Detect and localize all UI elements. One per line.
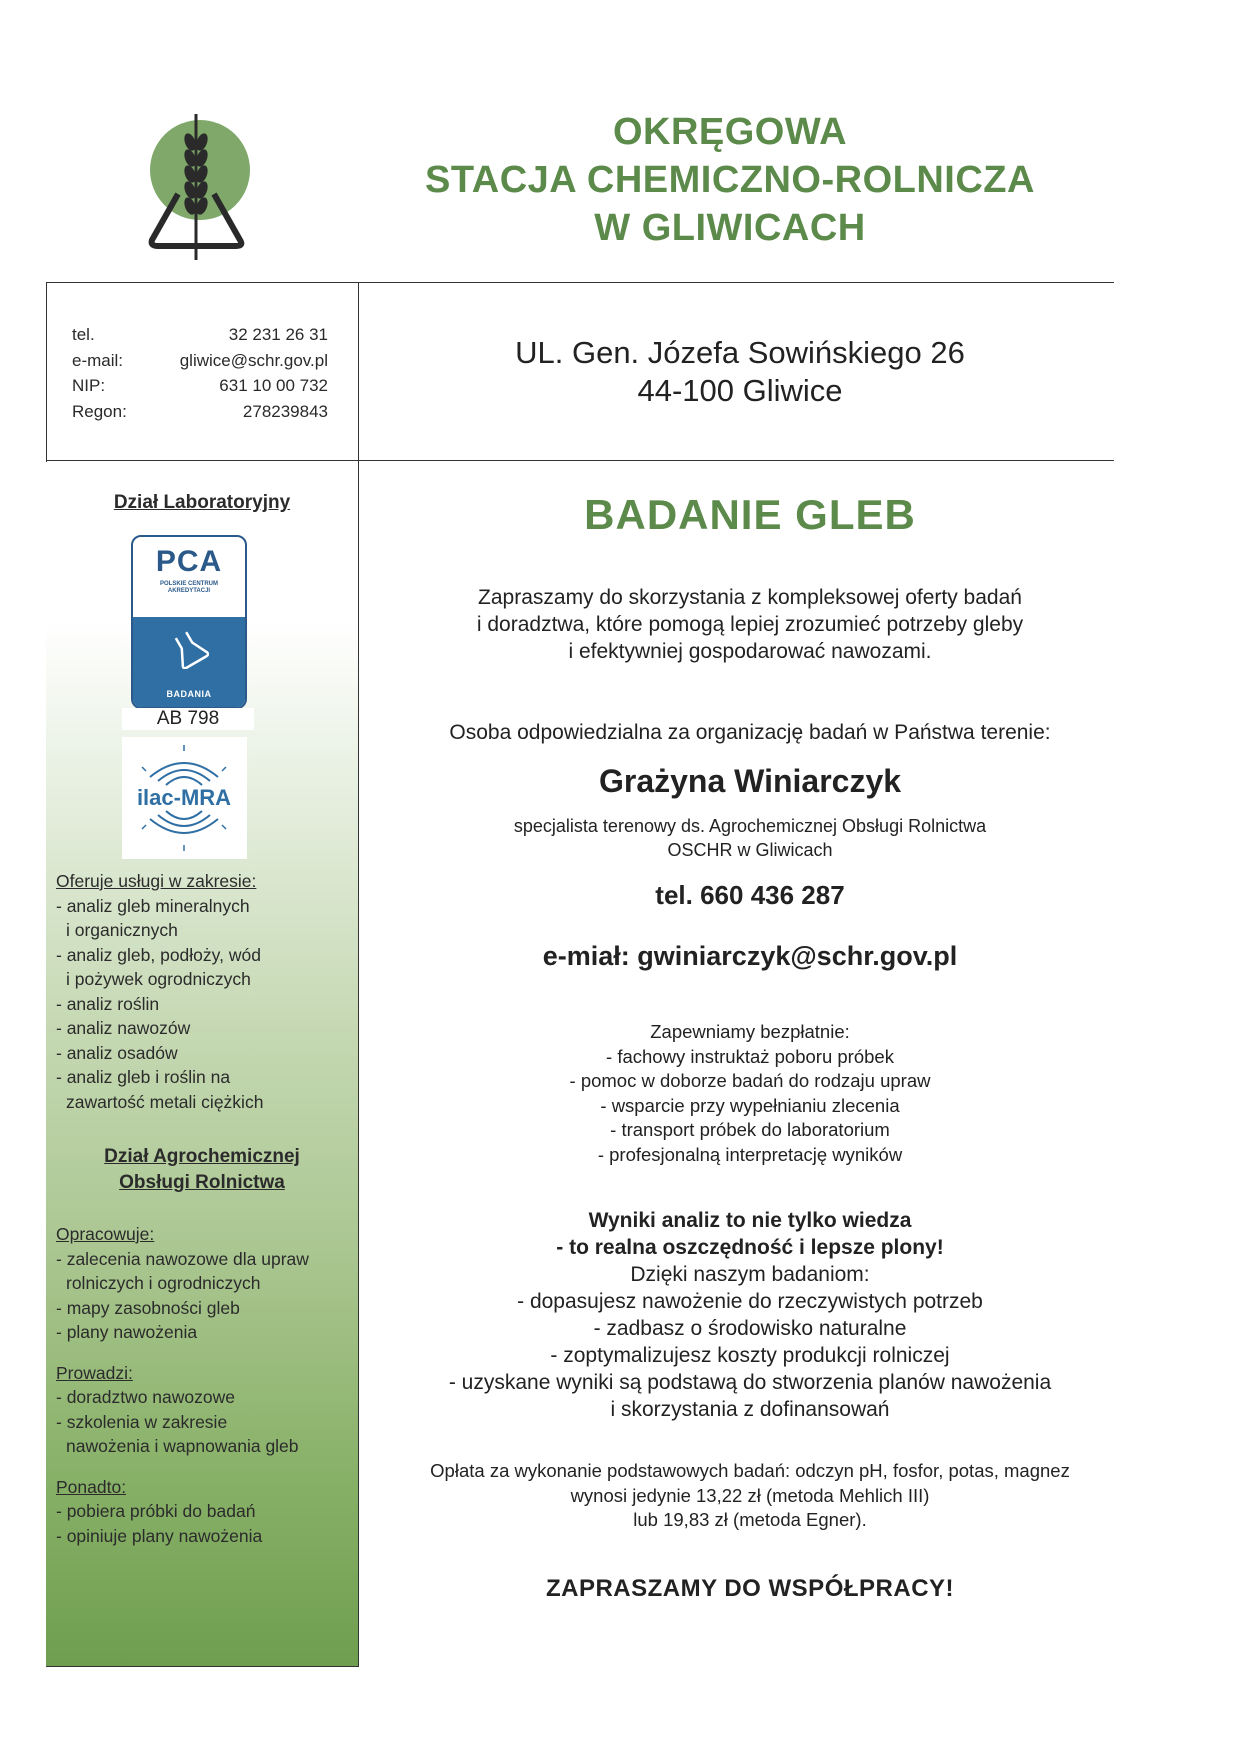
list-item: - mapy zasobności gleb [56,1297,240,1318]
list-item: - dopasujesz nawożenie do rzeczywistych potrzeb [517,1290,983,1313]
pca-subtitle-2: AKREDYTACJI [167,588,211,594]
lab-department-title: Dział Laboratoryjny [113,492,291,513]
list-item: - zoptymalizujesz koszty produkcji rolniczej [550,1344,950,1367]
lab-services-list [56,869,356,1114]
list-item: - analiz nawozów [56,1018,191,1038]
list-item: i skorzystania z dofinansowań [610,1398,890,1421]
fee-line: Opłata za wykonanie podstawowych badań: odczyn pH, fosfor, potas, magnez [430,1460,1070,1481]
list-item: - zalecenia nawozowe dla upraw [56,1248,309,1269]
pca-accreditation-badge [131,535,247,709]
contact-row-tel [72,322,328,348]
list-item: - analiz osadów [56,1042,178,1063]
list-item: i organicznych [66,920,178,940]
list-item: - doradztwo nawozowe [56,1387,235,1407]
agro-title-line-2: Obsługi Rolnictwa [119,1172,285,1193]
offer-heading: Oferuje usługi w zakresie: [56,871,257,891]
list-item: - wsparcie przy wypełnianiu zlecenia [600,1094,900,1116]
intro-text [380,584,1120,665]
agro-services-list [56,1222,356,1548]
title-line-3: W GLIWICACH [594,207,866,249]
bottom-border [46,1666,359,1667]
agro-title-line-1: Dział Agrochemicznej [104,1146,300,1167]
list-item: - plany nawożenia [56,1322,198,1342]
list-item: nawożenia i wapnowania gleb [66,1436,299,1456]
list-item: rolniczych i ogrodniczych [66,1273,261,1293]
contact-email: e-miał: gwiniarczyk@schr.gov.pl [542,941,958,971]
list-item: - profesjonalną interpretację wyników [597,1143,903,1165]
title-line-2: STACJA CHEMICZNO-ROLNICZA [425,159,1035,201]
agro-department-title [46,1144,358,1196]
list-item: - analiz roślin [56,993,160,1014]
contact-value: 32 231 26 31 [228,325,328,344]
header-divider [46,282,1114,283]
list-item: - fachowy instruktaż poboru próbek [606,1045,894,1067]
role-line-1: specjalista terenowy ds. Agrochemicznej Obsługi Rolnictwa [513,816,987,836]
list-item: - analiz gleb mineralnych [56,895,250,916]
benefits-section [380,1207,1120,1423]
list-item: - szkolenia w zakresie [56,1411,228,1432]
fee-line: wynosi jedynie 13,22 zł (metoda Mehlich III) [570,1484,930,1506]
contact-label: Regon: [72,401,127,421]
fee-info [380,1459,1120,1533]
organization-title [380,108,1080,252]
contact-value: gliwice@schr.gov.pl [179,350,328,370]
accreditation-code: AB 798 [122,708,254,730]
contact-row-regon [72,399,328,425]
also-heading: Ponadto: [56,1476,127,1497]
contact-row-email [72,348,328,374]
list-item: i pożywek ogrodniczych [66,969,251,989]
list-item: - analiz gleb i roślin na [56,1067,231,1087]
list-item: - zadbasz o środowisko naturalne [593,1317,907,1340]
main-content [380,490,1120,1603]
list-item: - opiniuje plany nawożenia [56,1525,263,1546]
page-title: BADANIE GLEB [584,491,916,538]
develops-heading: Opracowuje: [56,1224,155,1244]
contact-label: NIP: [72,376,106,395]
intro-line: i doradztwa, które pomogą lepiej zrozumieć potrzeby gleby [476,613,1024,636]
address-street: UL. Gen. Józefa Sowińskiego 26 [515,335,965,370]
intro-line: Zapraszamy do skorzystania z kompleksowej oferty badań [478,586,1022,609]
free-services-list [380,1020,1120,1167]
address-city: 44-100 Gliwice [637,373,843,408]
list-item: zawartość metali ciężkich [66,1091,264,1112]
person-role [380,814,1120,862]
list-item: - pomoc w doborze badań do rodzaju upraw [569,1070,931,1091]
info-divider [46,460,1114,461]
contact-value: 278239843 [242,401,328,421]
list-item: - pobiera próbki do badań [56,1501,256,1521]
station-logo [148,112,268,262]
pca-badge-panel [133,617,245,707]
contact-details [72,322,328,424]
contact-phone: tel. 660 436 287 [655,880,845,910]
fee-line: lub 19,83 zł (metoda Egner). [633,1509,867,1530]
call-to-action: ZAPRASZAMY DO WSPÓŁPRACY! [545,1574,955,1602]
intro-line: i efektywniej gospodarować nawozami. [568,640,932,663]
contact-label: e-mail: [72,350,124,370]
contact-value: 631 10 00 732 [219,376,328,395]
person-name: Grażyna Winiarczyk [598,763,902,799]
pca-badge-label: BADANIA [166,689,212,699]
address [360,334,1120,410]
contact-label: tel. [72,325,95,344]
benefits-headline-2: - to realna oszczędność i lepsze plony! [556,1236,944,1259]
pca-logo: PCA [155,545,223,578]
role-line-2: OSCHR w Gliwicach [667,840,833,860]
responsible-person-label: Osoba odpowiedzialna za organizację badań w Państwa terenie: [449,721,1051,744]
ilac-mra-logo [122,737,247,859]
benefits-headline-1: Wyniki analiz to nie tylko wiedza [588,1209,912,1232]
list-item: - transport próbek do laboratorium [610,1119,890,1140]
title-line-1: OKRĘGOWA [612,111,848,153]
list-item: Dzięki naszym badaniom: [630,1263,870,1286]
free-services-heading: Zapewniamy bezpłatnie: [650,1021,850,1042]
flask-icon [169,629,209,669]
conducts-heading: Prowadzi: [56,1362,133,1383]
list-item: - uzyskane wyniki są podstawą do stworzenia planów nawożenia [448,1371,1052,1394]
list-item: - analiz gleb, podłoży, wód [56,944,261,965]
column-divider [358,282,359,1666]
ilac-label: ilac-MRA [136,785,232,810]
contact-row-nip [72,373,328,399]
pca-subtitle-1: POLSKIE CENTRUM [159,581,218,587]
